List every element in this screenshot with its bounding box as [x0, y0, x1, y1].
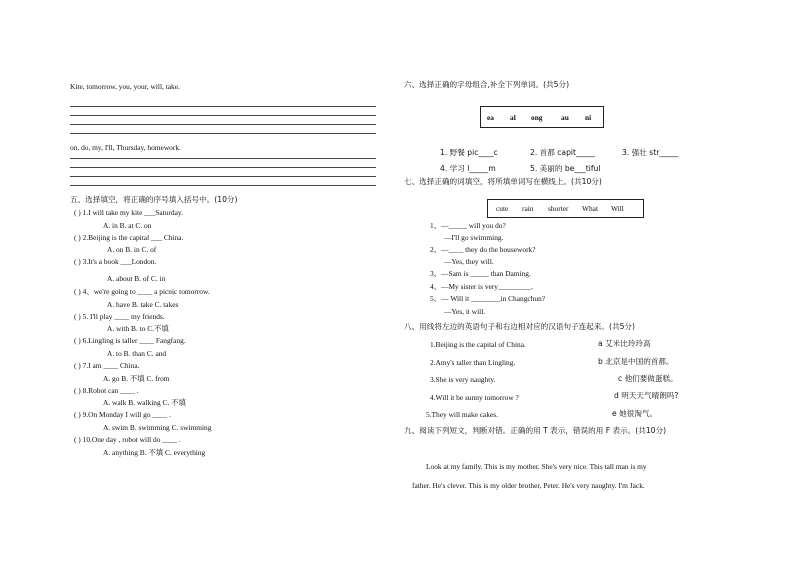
passage-line: Look at my family. This is my mother. She's very nice. This tall man is my: [426, 462, 647, 471]
options: A. to B. than C. and: [107, 349, 167, 358]
fill-answer: —Yes, they will.: [444, 257, 494, 266]
fill-sentence: 5、— Will it ________in Changchun?: [430, 294, 546, 303]
answer-line[interactable]: [70, 167, 376, 168]
match-right: b 北京是中国的首都。: [598, 357, 674, 366]
answer-line[interactable]: [70, 158, 376, 159]
word-item: 4. 学习 l_____m: [440, 164, 496, 173]
options: A. on B. in C. of: [107, 245, 157, 254]
question: ( ) 9.On Monday I will go ____ .: [74, 410, 171, 419]
options: A. about B. of C. in: [107, 274, 166, 283]
answer-line[interactable]: [70, 106, 376, 107]
letter-option: ea: [487, 113, 494, 122]
options: A. swim B. swimming C. swimming: [103, 423, 212, 432]
section-7-title: 七、选择正确的词填空，将所填单词写在横线上。(共10分): [404, 177, 602, 186]
word-option: What: [582, 204, 599, 213]
question: ( ) 3.It's a book ___London.: [74, 257, 157, 266]
answer-line[interactable]: [70, 176, 376, 177]
fill-sentence: 3、—Sam is _____ than Daming.: [430, 269, 531, 278]
question: ( ) 4、we're going to ____ a picnic tomorrow.: [74, 287, 210, 296]
word-group-1: Kite, tomorrow, you, your, will, take.: [70, 82, 180, 91]
fill-sentence: 1、—_____ will you do?: [430, 221, 506, 230]
section-9-title: 九、阅读下列短文，判断对错。正确的用 T 表示，错误的用 F 表示。(共10分): [404, 426, 667, 435]
options: A. have B. take C. takes: [107, 300, 179, 309]
answer-line[interactable]: [70, 185, 376, 186]
match-left: 3.She is very naughty.: [430, 375, 496, 384]
match-left: 5.They will make cakes.: [426, 410, 499, 419]
question: ( ) 7.I am ____ China.: [74, 361, 140, 370]
options: A. with B. to C.不填: [107, 324, 169, 333]
question: ( ) 5. I'll play ____ my friends.: [74, 312, 165, 321]
fill-sentence: 2、—____ they do the housework?: [430, 245, 536, 254]
fill-answer: —I'll go swimming.: [444, 233, 504, 242]
word-item: 1. 野餐 pic____c: [440, 148, 498, 157]
match-right: c 他们要做蛋糕。: [618, 374, 678, 383]
letter-option: al: [510, 113, 516, 122]
word-option: rain: [522, 204, 534, 213]
match-left: 2.Amy's taller than Lingling.: [430, 358, 516, 367]
answer-line[interactable]: [70, 115, 376, 116]
letter-option: au: [561, 113, 569, 122]
match-right: a 艾米比玲玲高: [598, 339, 651, 348]
match-left: 4.Will it be sunny tomorrow ?: [430, 393, 519, 402]
word-item: 5. 美丽的 be___tiful: [530, 164, 601, 173]
word-group-2: on, do, my, I'll, Thursday, homework.: [70, 143, 181, 152]
word-option: shorter: [548, 204, 569, 213]
options: A. in B. at C. on: [103, 221, 152, 230]
word-option: Will: [611, 204, 624, 213]
question: ( ) 2.Beijing is the capital ___ China.: [74, 233, 184, 242]
options: A. go B. 不填 C. from: [103, 374, 170, 383]
passage-line: father. He's clever. This is my older brother, Peter. He's very naughty. I'm Jack.: [412, 481, 645, 490]
match-right: e 她很淘气。: [612, 409, 658, 418]
section-8-title: 八、用线将左边的英语句子和右边相对应的汉语句子连起来。(共5分): [404, 322, 635, 331]
word-box: [487, 199, 644, 218]
word-item: 2. 首都 capit_____: [530, 148, 595, 157]
question: ( ) 10.One day , robot will do ____ .: [74, 435, 181, 444]
question: ( ) 6.Lingling is taller ____ Fangfang.: [74, 336, 186, 345]
options: A. walk B. walking C. 不填: [103, 398, 186, 407]
answer-line[interactable]: [70, 124, 376, 125]
word-option: cute: [496, 204, 509, 213]
letter-box: [480, 106, 604, 128]
answer-line[interactable]: [70, 133, 376, 134]
fill-answer: —Yes, it will.: [444, 307, 486, 316]
section-5-title: 五、选择填空，将正确的序号填入括号中。(10分): [70, 195, 238, 204]
word-item: 3. 强壮 str_____: [622, 148, 679, 157]
letter-option: ong: [531, 113, 543, 122]
match-right: d 明天天气晴朗吗?: [614, 391, 679, 400]
options: A. anything B. 不填 C. everything: [103, 448, 206, 457]
section-6-title: 六、选择正确的字母组合,补全下列单词。(共5分): [404, 80, 570, 89]
question: ( ) 1.I will take my kite ___Saturday.: [74, 208, 183, 217]
fill-sentence: 4、—My sister is very_________.: [430, 282, 534, 291]
question: ( ) 8.Robot can ____ .: [74, 386, 139, 395]
match-left: 1.Beijing is the capital of China.: [430, 340, 526, 349]
letter-option: ni: [585, 113, 592, 122]
